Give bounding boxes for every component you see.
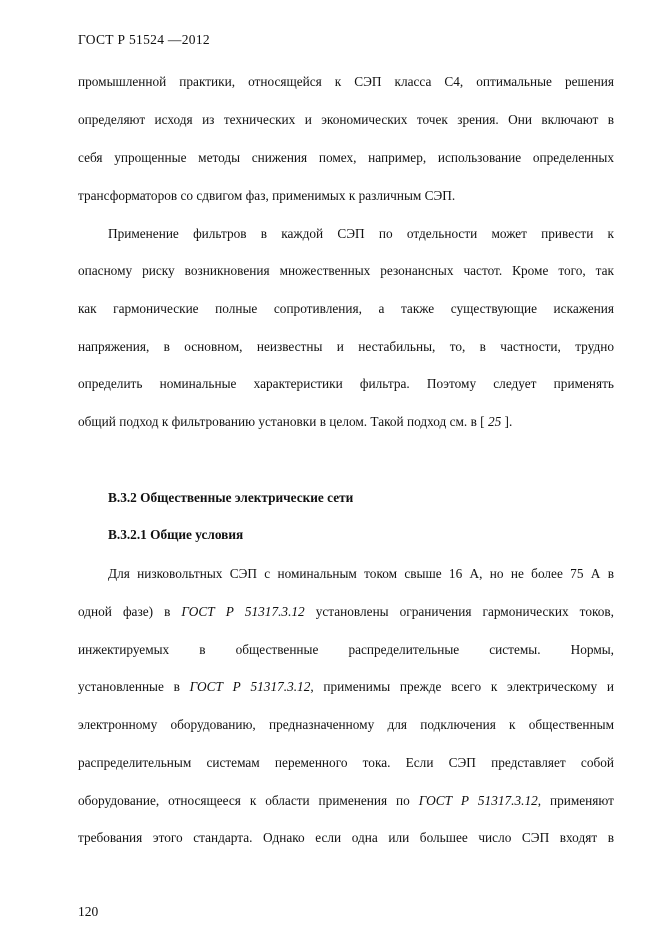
paragraph-line: трансформаторов со сдвигом фаз, применимых к различным СЭП. — [78, 188, 456, 203]
paragraph-line: себя упрощенные методы снижения помех, например, использование определенных — [78, 150, 614, 165]
subsection-heading: В.3.2.1 Общие условия — [108, 527, 244, 542]
paragraph-line — [78, 604, 614, 620]
paragraph-line: определить номинальные характеристики фильтра. Поэтому следует применять — [78, 376, 614, 391]
paragraph-line: требования этого стандарта. Однако если одна или большее число СЭП входят в — [78, 830, 614, 845]
paragraph-text: оборудование, относящееся к области применения по — [78, 793, 419, 808]
paragraph-line: опасному риску возникновения множественных резонансных частот. Кроме того, так — [78, 263, 614, 278]
paragraph-line: напряжения, в основном, неизвестны и нестабильны, то, в частности, трудно — [78, 339, 614, 354]
paragraph-text: , применяют — [537, 793, 614, 808]
paragraph-line — [78, 414, 614, 430]
paragraph-line: определяют исходя из технических и экономических точек зрения. Они включают в — [78, 112, 614, 127]
paragraph-line: распределительным системам переменного тока. Если СЭП представляет собой — [78, 755, 614, 770]
paragraph-text: ]. — [501, 414, 513, 429]
reference-number: 25 — [487, 414, 502, 429]
paragraph-line: Применение фильтров в каждой СЭП по отдельности может привести к — [108, 226, 614, 241]
paragraph-text: , применимы прежде всего к электрическому и — [310, 679, 614, 694]
paragraph-text: одной фазе) в — [78, 604, 182, 619]
standard-reference: ГОСТ Р 51317.3.12 — [418, 793, 538, 808]
page-number: 120 — [78, 904, 99, 919]
paragraph-line: электронному оборудованию, предназначенному для подключения к общественным — [78, 717, 614, 732]
paragraph-text: установлены ограничения гармонических токов, — [304, 604, 615, 619]
paragraph-line: как гармонические полные сопротивления, а также существующие искажения — [78, 301, 614, 316]
paragraph-text: общий подход к фильтрованию установки в целом. Такой подход см. в [ — [78, 414, 488, 429]
standard-reference: ГОСТ Р 51317.3.12 — [189, 679, 311, 694]
document-header: ГОСТ Р 51524 —2012 — [78, 32, 210, 47]
paragraph-line: промышленной практики, относящейся к СЭП класса С4, оптимальные решения — [78, 74, 614, 89]
paragraph-line — [78, 793, 614, 809]
paragraph-line: инжектируемых в общественные распределительные системы. Нормы, — [78, 642, 614, 657]
paragraph-line — [78, 679, 614, 695]
section-heading: В.3.2 Общественные электрические сети — [108, 490, 354, 505]
standard-reference: ГОСТ Р 51317.3.12 — [181, 604, 305, 619]
paragraph-line: Для низковольтных СЭП с номинальным током свыше 16 А, но не более 75 А в — [108, 566, 614, 581]
paragraph-text: установленные в — [78, 679, 190, 694]
